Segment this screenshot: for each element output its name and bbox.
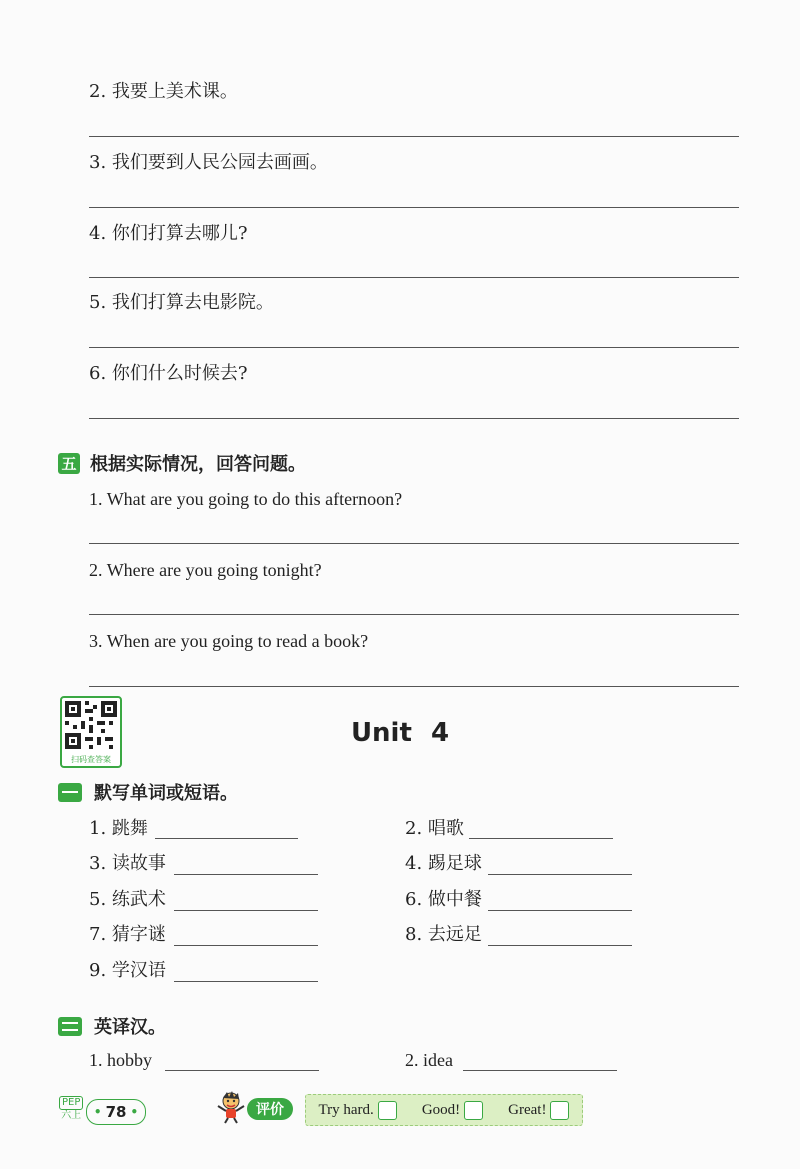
page-number bbox=[86, 1099, 146, 1125]
item-text: 学汉语 bbox=[111, 960, 166, 981]
vocab-item-8 bbox=[405, 923, 482, 947]
rating-good[interactable] bbox=[422, 1101, 483, 1120]
item-number: 4. bbox=[405, 853, 423, 874]
item-number: 2. bbox=[405, 1050, 419, 1070]
answer-line[interactable] bbox=[469, 838, 613, 839]
item-text: 唱歌 bbox=[427, 818, 464, 839]
item-number: 7. bbox=[89, 924, 107, 945]
item-number: 6. bbox=[405, 889, 423, 910]
item-text: hobby bbox=[107, 1050, 152, 1070]
item-number: 4. bbox=[89, 223, 107, 244]
translate-item-4 bbox=[89, 222, 248, 246]
answer-line[interactable] bbox=[155, 838, 298, 839]
answer-line[interactable] bbox=[89, 418, 739, 419]
answer-line[interactable] bbox=[89, 347, 739, 348]
vocab-item-6 bbox=[405, 888, 482, 912]
answer-line[interactable] bbox=[174, 945, 318, 946]
mascot-icon bbox=[215, 1090, 247, 1124]
vocab-item-7 bbox=[89, 923, 166, 947]
answer-line[interactable] bbox=[488, 874, 632, 875]
pep-badge: PEP bbox=[59, 1096, 83, 1110]
item-text: 你们什么时候去? bbox=[111, 363, 248, 384]
item-number: 9. bbox=[89, 960, 107, 981]
item-number: 1. bbox=[89, 818, 107, 839]
item-text: 你们打算去哪儿? bbox=[111, 223, 248, 244]
item-number: 2. bbox=[405, 818, 423, 839]
answer-line[interactable] bbox=[89, 543, 739, 544]
section-title: 默写单词或短语。 bbox=[94, 783, 238, 804]
page-number-text: 78 bbox=[105, 1103, 127, 1121]
item-number: 5. bbox=[89, 889, 107, 910]
item-text: 猜字谜 bbox=[111, 924, 166, 945]
question-1 bbox=[89, 487, 402, 511]
item-number: 1. bbox=[89, 489, 103, 509]
section-2-heading bbox=[58, 1013, 166, 1039]
item-text: 我们要到人民公园去画画。 bbox=[111, 152, 328, 173]
answer-line[interactable] bbox=[174, 981, 318, 982]
section-5-heading bbox=[58, 450, 306, 476]
edition-label bbox=[59, 1096, 83, 1122]
item-text: 练武术 bbox=[111, 889, 166, 910]
section-1-heading bbox=[58, 779, 238, 805]
item-text: 做中餐 bbox=[427, 889, 482, 910]
answer-line[interactable] bbox=[89, 136, 739, 137]
item-number: 3. bbox=[89, 631, 103, 651]
item-text: 踢足球 bbox=[427, 853, 482, 874]
section-number-badge bbox=[58, 783, 82, 802]
answer-line[interactable] bbox=[463, 1070, 617, 1071]
answer-line[interactable] bbox=[89, 614, 739, 615]
section-title: 英译汉。 bbox=[94, 1017, 166, 1038]
answer-line[interactable] bbox=[174, 874, 318, 875]
answer-line[interactable] bbox=[488, 910, 632, 911]
rating-label: Great! bbox=[508, 1101, 547, 1118]
section-number-badge bbox=[58, 1017, 82, 1036]
item-text: 我们打算去电影院。 bbox=[111, 292, 274, 313]
item-text: When are you going to read a book? bbox=[106, 631, 369, 651]
question-3 bbox=[89, 629, 368, 653]
vocab-item-3 bbox=[89, 852, 166, 876]
answer-line[interactable] bbox=[89, 207, 739, 208]
vocab-item-1 bbox=[89, 817, 148, 841]
translate-item-2 bbox=[89, 80, 238, 104]
translate-item-6 bbox=[89, 362, 248, 386]
item-text: Where are you going tonight? bbox=[106, 560, 322, 580]
dot-icon: • bbox=[93, 1105, 102, 1119]
dot-icon: • bbox=[130, 1105, 139, 1119]
rating-try-hard[interactable] bbox=[319, 1101, 397, 1120]
evaluation-badge: 评价 bbox=[247, 1098, 293, 1120]
item-number: 2. bbox=[89, 560, 103, 580]
item-number: 1. bbox=[89, 1050, 103, 1070]
section-number-badge: 五 bbox=[58, 453, 80, 474]
item-number: 5. bbox=[89, 292, 107, 313]
translate-en-item-1 bbox=[89, 1048, 152, 1072]
rating-great[interactable] bbox=[508, 1101, 569, 1120]
translate-en-item-2 bbox=[405, 1048, 453, 1072]
answer-line[interactable] bbox=[89, 277, 739, 278]
unit-title: Unit 4 bbox=[350, 718, 450, 748]
item-text: 我要上美术课。 bbox=[111, 81, 238, 102]
vocab-item-9 bbox=[89, 959, 166, 983]
vocab-item-2 bbox=[405, 817, 464, 841]
rating-label: Try hard. bbox=[318, 1101, 374, 1118]
item-number: 6. bbox=[89, 363, 107, 384]
qr-caption: 扫码查答案 bbox=[71, 755, 111, 764]
translate-item-5 bbox=[89, 291, 274, 315]
vocab-item-4 bbox=[405, 852, 482, 876]
item-text: idea bbox=[423, 1050, 453, 1070]
question-2 bbox=[89, 558, 322, 582]
rating-checkbox[interactable] bbox=[464, 1101, 483, 1120]
item-number: 3. bbox=[89, 853, 107, 874]
answer-line[interactable] bbox=[165, 1070, 319, 1071]
vocab-item-5 bbox=[89, 888, 166, 912]
answer-line[interactable] bbox=[89, 686, 739, 687]
item-number: 3. bbox=[89, 152, 107, 173]
item-text: 去远足 bbox=[427, 924, 482, 945]
item-number: 2. bbox=[89, 81, 107, 102]
evaluation-bar bbox=[305, 1094, 583, 1126]
translate-item-3 bbox=[89, 151, 328, 175]
rating-checkbox[interactable] bbox=[378, 1101, 397, 1120]
item-text: What are you going to do this afternoon? bbox=[106, 489, 403, 509]
item-text: 读故事 bbox=[111, 853, 166, 874]
answer-line[interactable] bbox=[488, 945, 632, 946]
item-number: 8. bbox=[405, 924, 423, 945]
rating-label: Good! bbox=[421, 1101, 461, 1118]
section-title: 根据实际情况，回答问题。 bbox=[90, 454, 306, 475]
grade-label: 六上 bbox=[61, 1110, 82, 1121]
rating-checkbox[interactable] bbox=[550, 1101, 569, 1120]
answer-line[interactable] bbox=[174, 910, 318, 911]
item-text: 跳舞 bbox=[111, 818, 148, 839]
